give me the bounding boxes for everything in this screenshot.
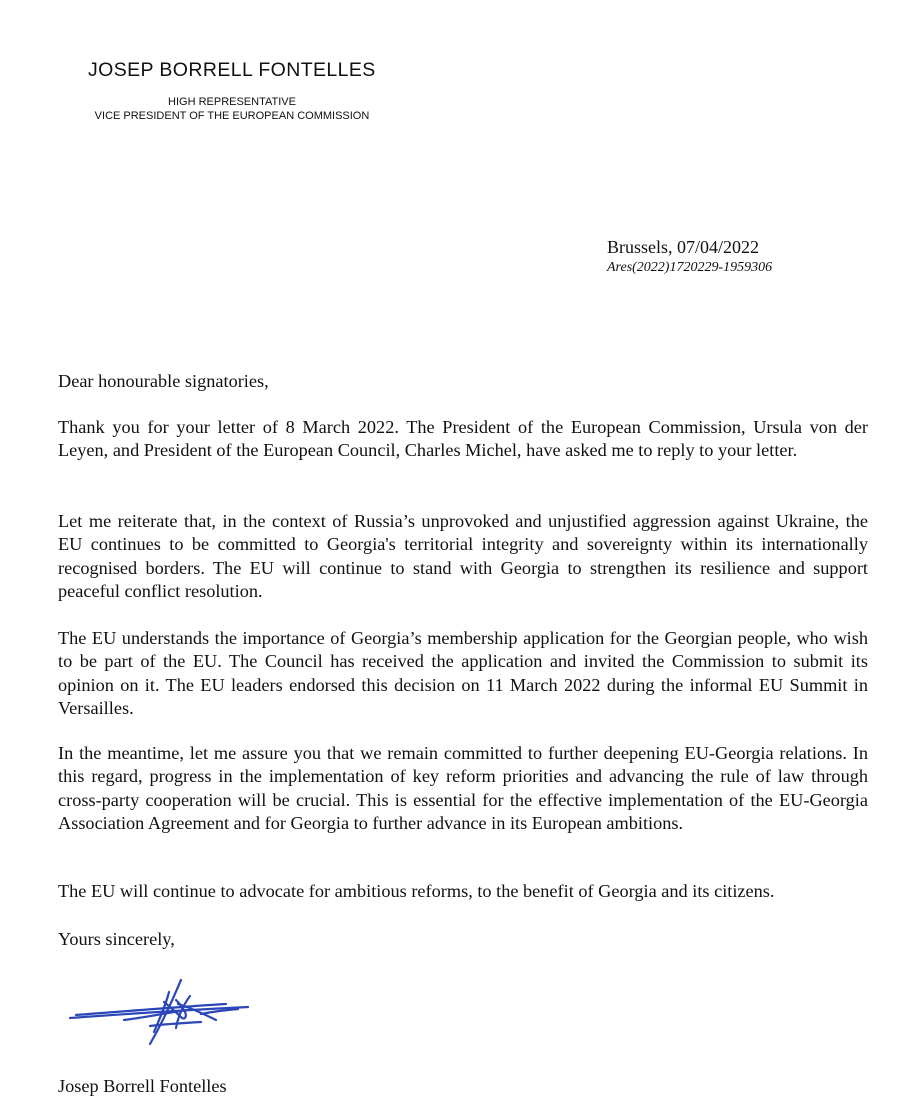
paragraph: In the meantime, let me assure you that we remain committed to further deepening EU-Georgia relations. In this regard, progress in the implementation of key reform priorities and advancing the rule of law through cross-party cooperation will be crucial. This is essential for the effective implementation of the EU-Georgia Association Agreement and for Georgia to further advance in its European ambitions.: [58, 743, 868, 833]
place-date: Brussels, 07/04/2022: [607, 237, 760, 257]
paragraph: The EU will continue to advocate for ambitious reforms, to the benefit of Georgia and its citizens.: [58, 881, 775, 901]
signatory-name: Josep Borrell Fontelles: [58, 1076, 227, 1096]
document-reference: Ares(2022)1720229-1959306: [607, 260, 773, 275]
letterhead-title-line1: HIGH REPRESENTATIVE: [168, 96, 296, 108]
letterhead-name: JOSEP BORRELL FONTELLES: [88, 59, 376, 81]
closing: Yours sincerely,: [58, 929, 175, 949]
letterhead-title-line2: VICE PRESIDENT OF THE EUROPEAN COMMISSION: [94, 110, 370, 122]
paragraph: Thank you for your letter of 8 March 2022. The President of the European Commission, Ursula von der Leyen, and President of the European Council, Charles Michel, have asked me to reply to your letter.: [58, 417, 868, 461]
paragraph: The EU understands the importance of Georgia’s membership application for the Georgian people, who wish to be part of the EU. The Council has received the application and invited the Commission to submit its opinion on it. The EU leaders endorsed this decision on 11 March 2022 during the informal EU Summit in Versailles.: [58, 628, 868, 718]
signature-icon: [66, 974, 251, 1048]
salutation: Dear honourable signatories,: [58, 371, 269, 391]
paragraph: Let me reiterate that, in the context of Russia’s unprovoked and unjustified aggression against Ukraine, the EU continues to be committed to Georgia's territorial integrity and sovereignty within its internationally recognised borders. The EU will continue to stand with Georgia to strengthen its resilience and support peaceful conflict resolution.: [58, 511, 868, 601]
